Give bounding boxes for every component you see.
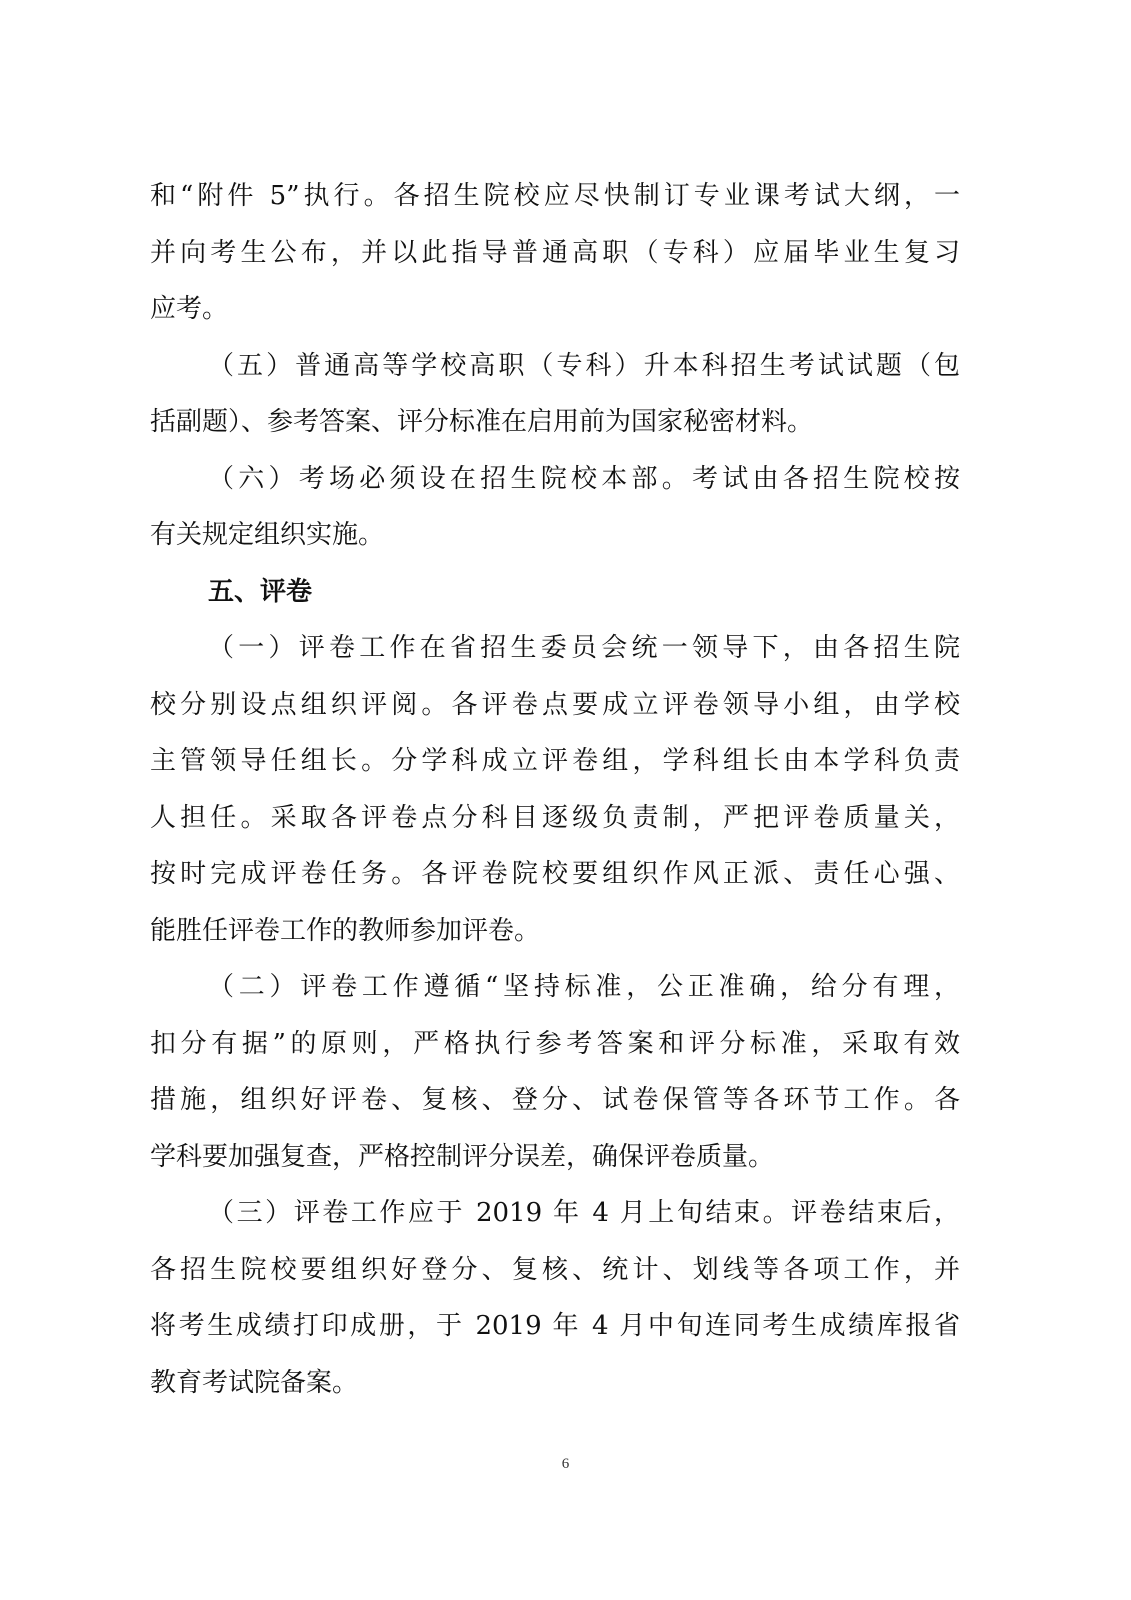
text-line: 校分别设点组织评阅。各评卷点要成立评卷领导小组，由学校: [150, 689, 960, 720]
text-line: 能胜任评卷工作的教师参加评卷。: [150, 915, 541, 946]
paragraph-start-1: （一）评卷工作在省招生委员会统一领导下，由各招生院: [208, 633, 960, 663]
text-line: 人担任。采取各评卷点分科目逐级负责制，严把评卷质量关，: [150, 802, 960, 833]
text-line: 和“附件 5”执行。各招生院校应尽快制订专业课考试大纲，一: [150, 181, 960, 211]
text-line: 应考。: [150, 294, 229, 324]
paragraph-start-5: （五）普通高等学校高职（专科）升本科招生考试试题（包: [208, 350, 960, 381]
text-line: 教育考试院备案。: [150, 1367, 359, 1398]
text-line: 将考生成绩打印成册，于 2019 年 4 月中旬连同考生成绩库报省: [150, 1311, 960, 1341]
paragraph-start-2: （二）评卷工作遵循“坚持标准，公正准确，给分有理，: [208, 972, 960, 1002]
text-line: 扣分有据”的原则，严格执行参考答案和评分标准，采取有效: [150, 1028, 960, 1059]
paragraph-start-3: （三）评卷工作应于 2019 年 4 月上旬结束。评卷结束后，: [208, 1198, 960, 1228]
text-line: 按时完成评卷任务。各评卷院校要组织作风正派、责任心强、: [150, 859, 960, 889]
page-number: 6: [561, 1456, 570, 1472]
section-heading: 五、评卷: [208, 576, 313, 607]
text-line: 学科要加强复查，严格控制评分误差，确保评卷质量。: [150, 1141, 775, 1172]
text-line: 有关规定组织实施。: [150, 520, 385, 550]
text-line: 并向考生公布，并以此指导普通高职（专科）应届毕业生复习: [150, 237, 960, 268]
text-line: 括副题）、参考答案、评分标准在启用前为国家秘密材料。: [150, 407, 814, 437]
text-line: 各招生院校要组织好登分、复核、统计、划线等各项工作，并: [150, 1254, 960, 1285]
document-body: [150, 168, 960, 1411]
paragraph-start-6: （六）考场必须设在招生院校本部。考试由各招生院校按: [208, 463, 960, 494]
text-line: 措施，组织好评卷、复核、登分、试卷保管等各环节工作。各: [150, 1085, 960, 1115]
text-line: 主管领导任组长。分学科成立评卷组，学科组长由本学科负责: [150, 746, 960, 776]
